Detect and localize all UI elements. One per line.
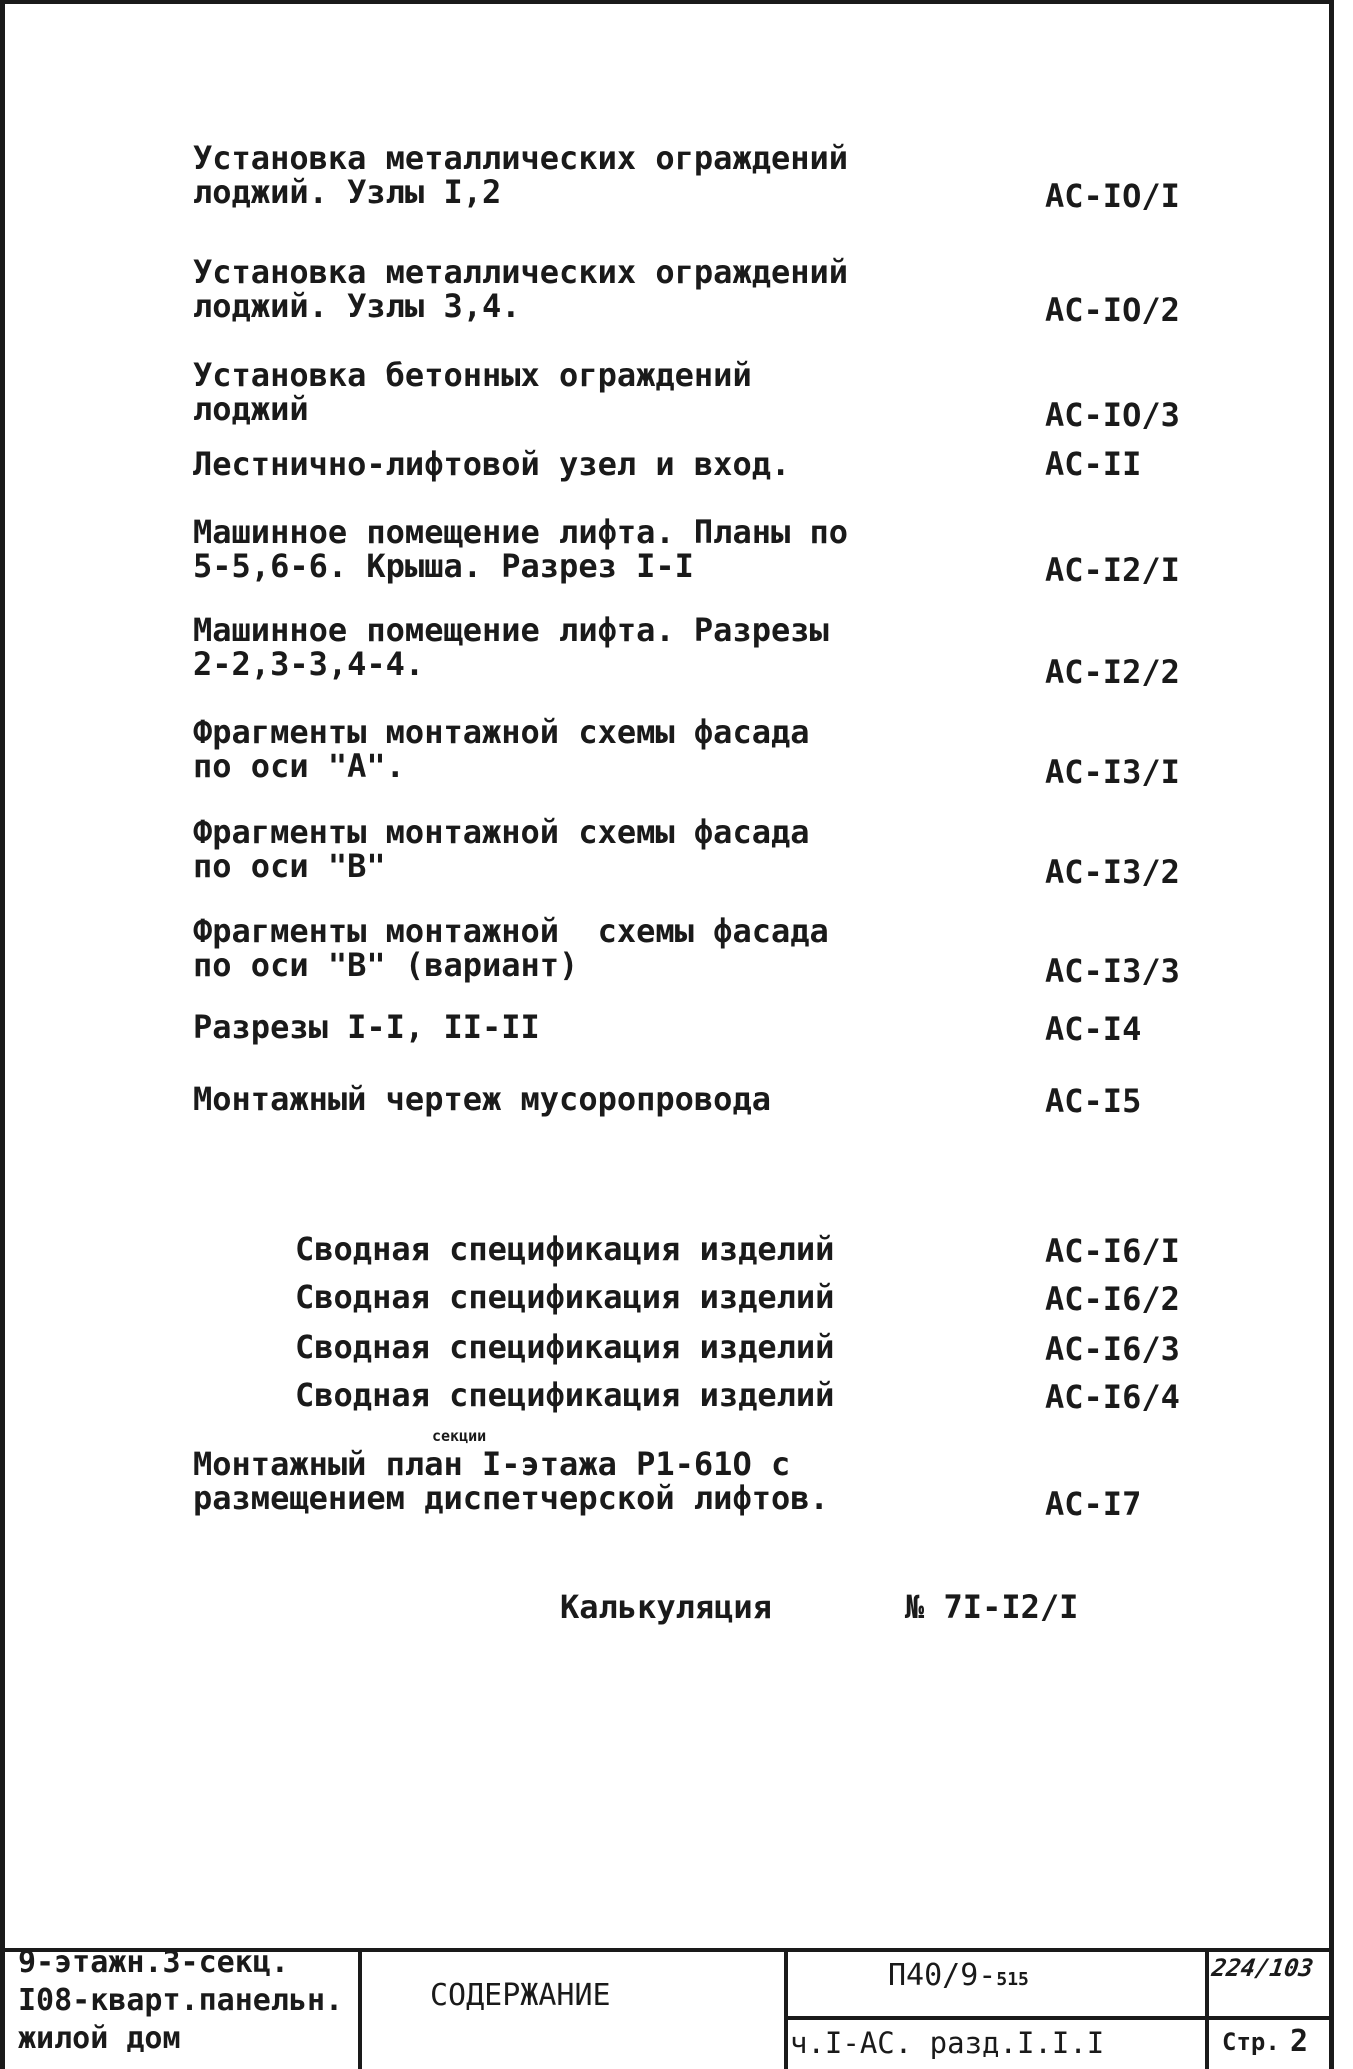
frame-left-border (0, 0, 5, 2069)
archive-stamp: 224/103 (1210, 1954, 1316, 1982)
entry-code: АС-I4 (1045, 1010, 1142, 1048)
title-block-row-line (784, 2016, 1333, 2020)
entry-code: АС-I2/2 (1045, 653, 1180, 691)
spec-title: Сводная спецификация изделий (295, 1230, 835, 1268)
sheet-name: СОДЕРЖАНИЕ (430, 1978, 611, 2013)
title-block-divider (358, 1948, 362, 2069)
entry-title: Монтажный чертеж мусоропровода (193, 1080, 771, 1118)
series-code: П40/9-515 (888, 1958, 1029, 1993)
entry-title: Машинное помещение лифта. Разрезы 2-2,3-3,4-4. (193, 611, 829, 683)
entry-code: АС-I3/2 (1045, 853, 1180, 891)
entry-code: АС-IO/I (1045, 177, 1180, 215)
section-code: ч.I-АС. разд.I.I.I (790, 2026, 1105, 2060)
entry-title: Фрагменты монтажной схемы фасада по оси "А". (193, 713, 810, 785)
entry-title: Лестнично-лифтовой узел и вход. (193, 445, 791, 483)
handwritten-annotation: секции (432, 1427, 487, 1445)
spec-code: АС-I6/2 (1045, 1280, 1180, 1318)
spec-title: Сводная спецификация изделий (295, 1376, 835, 1414)
entry-code: АС-IO/3 (1045, 396, 1180, 434)
entry-title: Разрезы I-I, II-II (193, 1008, 540, 1046)
page-label: Стр. (1222, 2028, 1280, 2056)
series-suffix: 515 (996, 1969, 1029, 1990)
plan-title: Монтажный план I-этажа Р1-61О с размещением диспетчерской лифтов. (193, 1445, 829, 1517)
entry-title: Установка бетонных ограждений лоджий (193, 356, 752, 428)
entry-code: АС-I2/I (1045, 551, 1180, 589)
entry-title: Установка металлических ограждений лоджий. Узлы 3,4. (193, 253, 849, 325)
object-description: 9-этажн.3-секц. I08-кварт.панельн. жилой дом (18, 1945, 344, 2056)
title-block-divider (784, 1948, 788, 2069)
page-number: 2 (1290, 2024, 1309, 2059)
entry-code: АС-I5 (1045, 1082, 1142, 1120)
spec-title: Сводная спецификация изделий (295, 1278, 835, 1316)
plan-code: АС-I7 (1045, 1485, 1142, 1523)
title-block-divider (1205, 1948, 1209, 2069)
entry-code: АС-I3/I (1045, 753, 1180, 791)
entry-title: Фрагменты монтажной схемы фасада по оси "В" (193, 813, 810, 885)
entry-code: АС-II (1045, 445, 1142, 483)
frame-top-border (0, 0, 1333, 4)
entry-title: Фрагменты монтажной схемы фасада по оси "В" (вариант) (193, 912, 829, 984)
calculation-number: № 7I-I2/I (905, 1588, 1079, 1626)
spec-code: АС-I6/4 (1045, 1378, 1180, 1416)
entry-code: АС-I3/3 (1045, 952, 1180, 990)
spec-code: АС-I6/I (1045, 1232, 1180, 1270)
title-block (0, 1945, 1333, 2069)
entry-code: АС-IO/2 (1045, 291, 1180, 329)
entry-title: Машинное помещение лифта. Планы по 5-5,6-6. Крыша. Разрез I-I (193, 513, 849, 585)
frame-right-border (1329, 0, 1334, 2069)
spec-title: Сводная спецификация изделий (295, 1328, 835, 1366)
spec-code: АС-I6/3 (1045, 1330, 1180, 1368)
calculation-label: Калькуляция (560, 1588, 772, 1626)
entry-title: Установка металлических ограждений лоджий. Узлы I,2 (193, 139, 849, 211)
